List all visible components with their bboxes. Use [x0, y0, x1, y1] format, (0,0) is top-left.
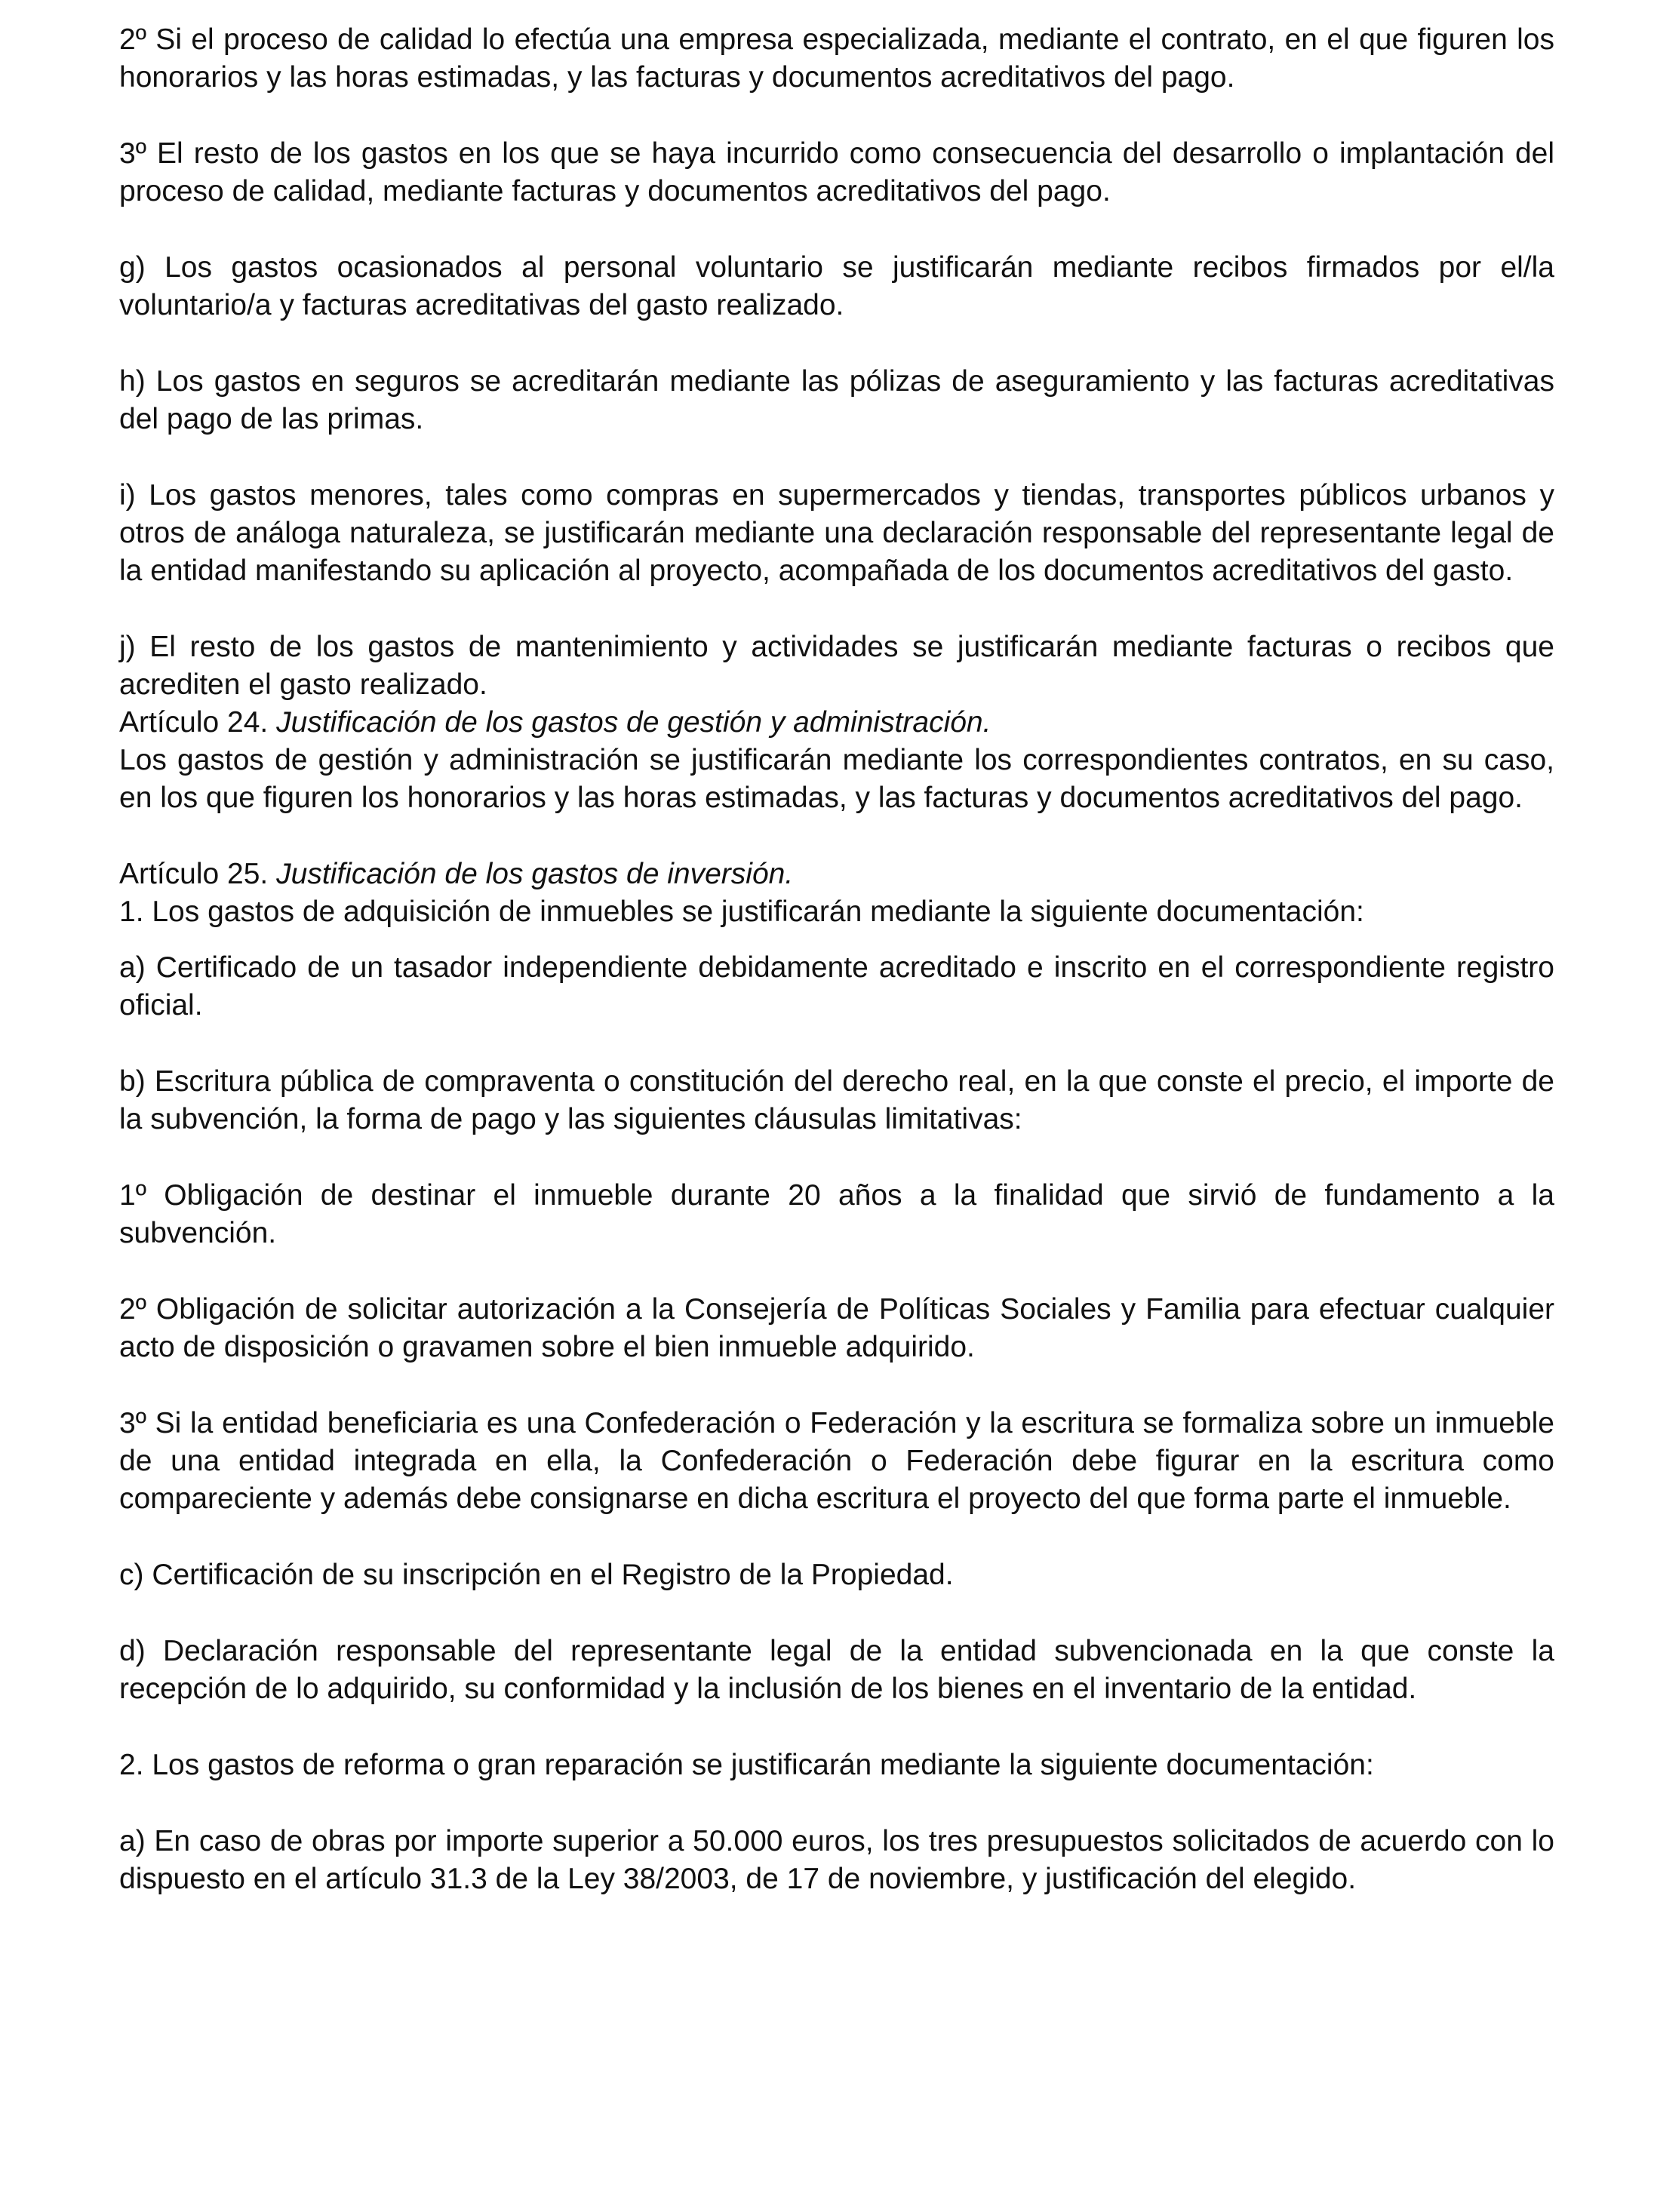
paragraph-insurance-expenses: h) Los gastos en seguros se acreditarán mediante las pólizas de aseguramiento y las facturas acreditativas del pago de las primas. [119, 365, 1554, 435]
paragraph-reform-expenses: 2. Los gastos de reforma o gran reparación se justificarán mediante la siguiente documentación: [119, 1749, 1374, 1781]
paragraph-registry-certification: c) Certificación de su inscripción en el Registro de la Propiedad. [119, 1559, 954, 1591]
paragraph-obligation-20-years: 1º Obligación de destinar el inmueble durante 20 años a la finalidad que sirvió de fundamento a la subvención. [119, 1179, 1554, 1249]
paragraph-property-acquisition: 1. Los gastos de adquisición de inmuebles se justificarán mediante la siguiente documentación: [119, 896, 1364, 928]
paragraph-management-expenses: Los gastos de gestión y administración se justificarán mediante los correspondientes contratos, en su caso, en los que figuren los honorarios y las horas estimadas, y las facturas y documentos acreditativos del pago. [119, 744, 1554, 814]
article-25-label: Artículo 25. [119, 858, 269, 890]
paragraph-public-deed: b) Escritura pública de compraventa o constitución del derecho real, en la que conste el precio, el importe de la subvención, la forma de pago y las siguientes cláusulas limitativas: [119, 1065, 1554, 1135]
paragraph-maintenance-expenses: j) El resto de los gastos de mantenimiento y actividades se justificarán mediante facturas o recibos que acrediten el gasto realizado. [119, 631, 1554, 701]
paragraph-volunteer-expenses: g) Los gastos ocasionados al personal voluntario se justificarán mediante recibos firmados por el/la voluntario/a y facturas acreditativas del gasto realizado. [119, 251, 1554, 321]
article-24-label: Artículo 24. [119, 706, 269, 739]
document-page [119, 21, 1554, 1898]
article-24-title: Justificación de los gastos de gestión y administración. [276, 706, 991, 739]
paragraph-minor-expenses: i) Los gastos menores, tales como compras en supermercados y tiendas, transportes públicos urbanos y otros de análoga naturaleza, se justificarán mediante una declaración responsable del representante legal de la entidad manifestando su aplicación al proyecto, acompañada de los documentos acreditativos del gasto. [119, 479, 1554, 587]
paragraph-quality-other-expenses: 3º El resto de los gastos en los que se haya incurrido como consecuencia del desarrollo o implantación del proceso de calidad, mediante facturas y documentos acreditativos del pago. [119, 137, 1554, 207]
paragraph-confederation-deed: 3º Si la entidad beneficiaria es una Confederación o Federación y la escritura se formaliza sobre un inmueble de una entidad integrada en ella, la Confederación o Federación debe figurar en la escritura como compareciente y además debe consignarse en dicha escritura el proyecto del que forma parte el inmueble. [119, 1407, 1554, 1515]
paragraph-responsible-declaration: d) Declaración responsable del representante legal de la entidad subvencionada en la que conste la recepción de lo adquirido, su conformidad y la inclusión de los bienes en el inventario de la entidad. [119, 1635, 1554, 1705]
paragraph-obligation-authorization: 2º Obligación de solicitar autorización a la Consejería de Políticas Sociales y Familia para efectuar cualquier acto de disposición o gravamen sobre el bien inmueble adquirido. [119, 1293, 1554, 1363]
paragraph-three-quotes: a) En caso de obras por importe superior a 50.000 euros, los tres presupuestos solicitados de acuerdo con lo dispuesto en el artículo 31.3 de la Ley 38/2003, de 17 de noviembre, y justificación del elegido. [119, 1825, 1554, 1895]
article-25-title: Justificación de los gastos de inversión. [276, 858, 794, 890]
paragraph-appraiser-certificate: a) Certificado de un tasador independiente debidamente acreditado e inscrito en el correspondiente registro oficial. [119, 951, 1554, 1022]
article-25-heading [119, 856, 1554, 893]
article-24-heading [119, 704, 1554, 742]
paragraph-quality-company: 2º Si el proceso de calidad lo efectúa una empresa especializada, mediante el contrato, en el que figuren los honorarios y las horas estimadas, y las facturas y documentos acreditativos del pago. [119, 23, 1554, 94]
